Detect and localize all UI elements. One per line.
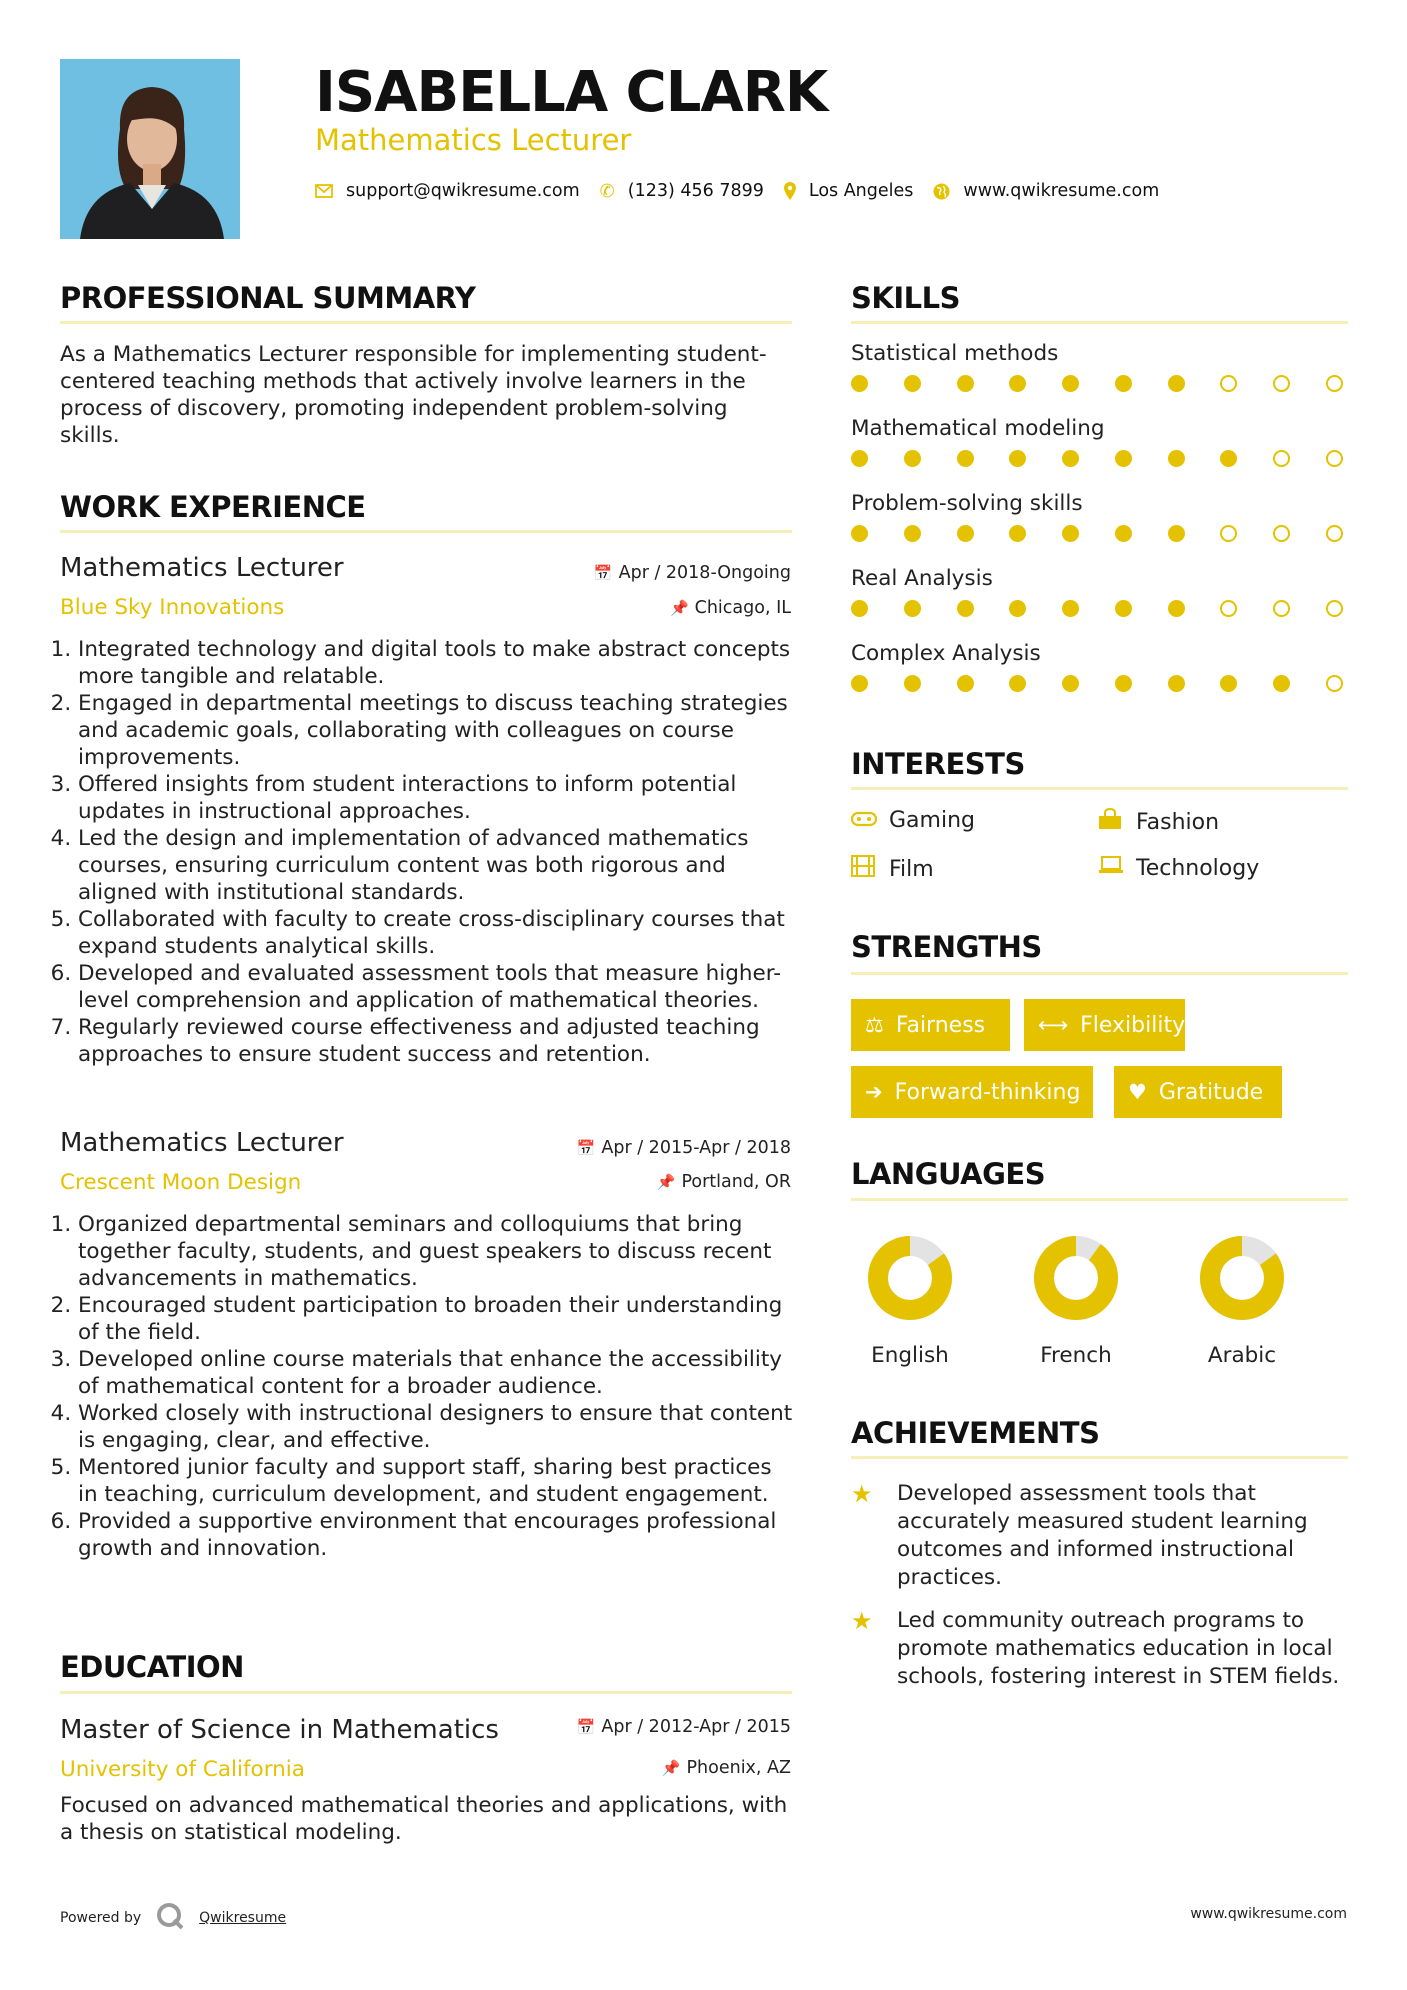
- rating-dot-filled: [1115, 375, 1132, 392]
- interest-label: Gaming: [889, 808, 975, 833]
- rating-dot-filled: [851, 450, 868, 467]
- job-dates: [594, 561, 791, 585]
- rating-dot-filled: [1168, 375, 1185, 392]
- rating-dot-filled: [1115, 450, 1132, 467]
- skill-label: Mathematical modeling: [851, 416, 1105, 441]
- list-item: 3. Developed online course materials that enhance the accessibility of mathematical content for a broader audience.: [78, 1346, 798, 1400]
- rating-dot-filled: [1009, 600, 1026, 617]
- strength-tag: [1114, 1066, 1282, 1118]
- education-heading: EDUCATION: [60, 1650, 244, 1684]
- brand-link[interactable]: Qwikresume: [199, 1910, 287, 1926]
- rating-dot-filled: [1168, 525, 1185, 542]
- rating-dot-filled: [851, 600, 868, 617]
- skill-label: Real Analysis: [851, 566, 993, 591]
- rating-dot-filled: [1062, 675, 1079, 692]
- skill-item: [851, 640, 1351, 715]
- footer-website[interactable]: www.qwikresume.com: [1190, 1906, 1347, 1922]
- language-name: English: [871, 1343, 949, 1368]
- skill-item: [851, 565, 1351, 640]
- job-location: [670, 596, 791, 620]
- interests-heading: INTERESTS: [851, 747, 1025, 781]
- education-location: [662, 1756, 791, 1780]
- strength-label: Fairness: [895, 1012, 986, 1038]
- rating-dot-filled: [904, 600, 921, 617]
- rating-dot-filled: [1168, 675, 1185, 692]
- rating-dot-filled: [1220, 450, 1237, 467]
- rating-dot-filled: [1009, 675, 1026, 692]
- skills-list: [851, 340, 1351, 715]
- experience-divider: [60, 530, 792, 533]
- list-item: 4. Led the design and implementation of advanced mathematics courses, ensuring curriculum content was both rigorous and aligned with institutional standards.: [78, 825, 798, 906]
- list-item: 2. Encouraged student participation to broaden their understanding of the field.: [78, 1292, 798, 1346]
- film-icon: [851, 855, 889, 883]
- contact-phone[interactable]: (123) 456 7899: [627, 181, 764, 201]
- pushpin-icon: 📌: [669, 599, 689, 617]
- strength-label: Flexibility: [1080, 1012, 1186, 1038]
- rating-dot-filled: [957, 600, 974, 617]
- job-company: Crescent Moon Design: [60, 1170, 302, 1195]
- list-item: 1. Integrated technology and digital tools to make abstract concepts more tangible and relatable.: [78, 636, 798, 690]
- list-item: 6. Developed and evaluated assessment tools that measure higher-level comprehension and application of mathematical theories.: [78, 960, 798, 1014]
- pushpin-icon: 📌: [656, 1173, 676, 1191]
- rating-dot-empty: [1326, 375, 1343, 392]
- contact-email[interactable]: support@qwikresume.com: [346, 181, 580, 201]
- experience-heading: WORK EXPERIENCE: [60, 490, 366, 524]
- star-icon: ★: [851, 1607, 873, 1635]
- skill-rating: [851, 600, 1343, 617]
- pushpin-icon: 📌: [661, 1759, 681, 1777]
- achievements-divider: [851, 1456, 1348, 1459]
- language-item: [850, 1230, 970, 1368]
- list-item: 2. Engaged in departmental meetings to discuss teaching strategies and academic goals, collaborating with colleagues on course improvements.: [78, 690, 798, 771]
- rating-dot-empty: [1326, 600, 1343, 617]
- phone-icon: ✆: [599, 180, 615, 202]
- skill-rating: [851, 675, 1343, 692]
- star-icon: ★: [851, 1480, 873, 1508]
- job-dates-text: Apr / 2018-Ongoing: [618, 563, 791, 583]
- rating-dot-filled: [904, 675, 921, 692]
- interest-label: Film: [889, 856, 934, 882]
- strengths-heading: STRENGTHS: [851, 930, 1042, 964]
- language-donut: [1182, 1230, 1302, 1330]
- candidate-role: Mathematics Lecturer: [315, 123, 632, 157]
- rating-dot-filled: [1062, 525, 1079, 542]
- rating-dot-empty: [1326, 675, 1343, 692]
- job-dates-text: Apr / 2015-Apr / 2018: [601, 1138, 791, 1158]
- job-title: Mathematics Lecturer: [60, 553, 344, 583]
- skill-rating: [851, 450, 1343, 467]
- list-item: 3. Offered insights from student interactions to inform potential updates in instructional approaches.: [78, 771, 798, 825]
- rating-dot-empty: [1273, 450, 1290, 467]
- rating-dot-empty: [1273, 600, 1290, 617]
- rating-dot-filled: [1009, 375, 1026, 392]
- contact-location: Los Angeles: [808, 181, 914, 201]
- language-donut: [1016, 1230, 1136, 1330]
- skills-divider: [851, 321, 1348, 324]
- rating-dot-filled: [957, 675, 974, 692]
- rating-dot-empty: [1326, 450, 1343, 467]
- skill-item: [851, 415, 1351, 490]
- rating-dot-filled: [851, 675, 868, 692]
- rating-dot-empty: [1326, 525, 1343, 542]
- language-item: [1182, 1230, 1302, 1368]
- rating-dot-filled: [1115, 675, 1132, 692]
- interest-item: [851, 808, 975, 833]
- education-dates: [577, 1715, 791, 1739]
- rating-dot-filled: [904, 525, 921, 542]
- interest-label: Fashion: [1136, 809, 1220, 835]
- achievement-item: [851, 1607, 1351, 1691]
- list-item: 6. Provided a supportive environment that encourages professional growth and innovation.: [78, 1508, 798, 1562]
- interest-item: [851, 855, 934, 883]
- heart-icon: ♥: [1128, 1080, 1147, 1104]
- job-title: Mathematics Lecturer: [60, 1128, 344, 1158]
- envelope-icon: [315, 184, 333, 198]
- achievement-text: Developed assessment tools that accurately measured student learning outcomes and informed instructional practices.: [897, 1481, 1308, 1590]
- rating-dot-filled: [1115, 600, 1132, 617]
- rating-dot-filled: [1168, 450, 1185, 467]
- rating-dot-empty: [1220, 525, 1237, 542]
- rating-dot-empty: [1273, 525, 1290, 542]
- education-description: Focused on advanced mathematical theories and applications, with a thesis on statistical modeling.: [60, 1793, 788, 1845]
- skill-rating: [851, 525, 1343, 542]
- laptop-icon: [1098, 855, 1136, 881]
- skill-rating: [851, 375, 1343, 392]
- rating-dot-filled: [1273, 675, 1290, 692]
- summary-heading: PROFESSIONAL SUMMARY: [60, 281, 476, 315]
- balance-scale-icon: ⚖: [865, 1013, 884, 1037]
- calendar-icon: 📅: [593, 564, 613, 582]
- globe-icon: [933, 183, 950, 200]
- strength-label: Gratitude: [1158, 1079, 1264, 1105]
- calendar-icon: 📅: [576, 1139, 596, 1157]
- achievement-text: Led community outreach programs to promote mathematics education in local schools, fostering interest in STEM fields.: [897, 1608, 1340, 1689]
- degree-title: Master of Science in Mathematics: [60, 1715, 499, 1745]
- rating-dot-filled: [957, 375, 974, 392]
- rating-dot-filled: [1220, 675, 1237, 692]
- rating-dot-filled: [957, 450, 974, 467]
- language-donut: [850, 1230, 970, 1330]
- rating-dot-empty: [1273, 375, 1290, 392]
- rating-dot-filled: [1009, 450, 1026, 467]
- rating-dot-filled: [851, 525, 868, 542]
- rating-dot-filled: [1062, 450, 1079, 467]
- rating-dot-filled: [1062, 375, 1079, 392]
- language-item: [1016, 1230, 1136, 1368]
- education-divider: [60, 1691, 792, 1694]
- job-location-text: Portland, OR: [681, 1172, 791, 1192]
- languages-divider: [851, 1198, 1348, 1201]
- profile-photo: [60, 59, 240, 239]
- skill-label: Statistical methods: [851, 341, 1059, 366]
- achievement-item: [851, 1480, 1351, 1592]
- rating-dot-filled: [1009, 525, 1026, 542]
- job-location: [657, 1170, 791, 1194]
- interest-item: [1098, 808, 1219, 836]
- skills-container: [851, 340, 1351, 715]
- languages-heading: LANGUAGES: [851, 1157, 1046, 1191]
- footer-powered: [60, 1901, 286, 1935]
- language-name: Arabic: [1207, 1343, 1277, 1368]
- arrows-horizontal-icon: ⟷: [1038, 1013, 1069, 1037]
- rating-dot-filled: [957, 525, 974, 542]
- school-name: University of California: [60, 1757, 305, 1782]
- person-portrait: [60, 59, 240, 239]
- languages-list: [850, 1230, 1277, 1370]
- strength-tag: [851, 999, 1010, 1051]
- job-duties: [58, 636, 798, 1068]
- arrow-right-icon: ➔: [865, 1080, 883, 1104]
- skill-item: [851, 490, 1351, 565]
- language-name: French: [1040, 1343, 1112, 1368]
- interest-label: Technology: [1136, 855, 1260, 881]
- skill-label: Complex Analysis: [851, 641, 1041, 666]
- rating-dot-filled: [1115, 525, 1132, 542]
- rating-dot-empty: [1220, 375, 1237, 392]
- summary-text: As a Mathematics Lecturer responsible for implementing student-centered teaching methods that actively involve learners in the process of discovery, promoting independent problem-solving skills.: [60, 342, 767, 448]
- interest-item: [1098, 855, 1259, 881]
- job-duties: [58, 1211, 798, 1562]
- skills-heading: SKILLS: [851, 281, 960, 315]
- list-item: 7. Regularly reviewed course effectiveness and adjusted teaching approaches to ensure student success and retention.: [78, 1014, 798, 1068]
- rating-dot-filled: [851, 375, 868, 392]
- job-company: Blue Sky Innovations: [60, 595, 285, 620]
- achievements-heading: ACHIEVEMENTS: [851, 1416, 1100, 1450]
- rating-dot-filled: [904, 450, 921, 467]
- rating-dot-filled: [1062, 600, 1079, 617]
- job-location-text: Chicago, IL: [694, 598, 791, 618]
- powered-by-label: Powered by: [60, 1910, 142, 1926]
- job-dates: [577, 1136, 791, 1160]
- contact-website[interactable]: www.qwikresume.com: [963, 181, 1160, 201]
- summary-divider: [60, 321, 792, 324]
- shopping-bag-icon: [1098, 808, 1136, 836]
- list-item: 1. Organized departmental seminars and colloquiums that bring together faculty, students, and guest speakers to discuss recent advancements in mathematics.: [78, 1211, 798, 1292]
- strength-tag: [851, 1066, 1093, 1118]
- strengths-divider: [851, 972, 1348, 975]
- rating-dot-empty: [1220, 600, 1237, 617]
- contact-bar: [315, 178, 1179, 204]
- map-marker-icon: [784, 182, 796, 200]
- rating-dot-filled: [1168, 600, 1185, 617]
- skill-label: Problem-solving skills: [851, 491, 1083, 516]
- candidate-name: ISABELLA CLARK: [315, 60, 828, 125]
- strength-label: Forward-thinking: [894, 1079, 1081, 1105]
- education-location-text: Phoenix, AZ: [686, 1758, 791, 1778]
- strength-tag: [1024, 999, 1185, 1051]
- gamepad-icon: [851, 808, 889, 833]
- education-dates-text: Apr / 2012-Apr / 2015: [601, 1717, 791, 1737]
- calendar-icon: 📅: [576, 1718, 596, 1736]
- skill-item: [851, 340, 1351, 415]
- list-item: 5. Mentored junior faculty and support staff, sharing best practices in teaching, curriculum development, and student engagement.: [78, 1454, 798, 1508]
- qwikresume-logo-icon: [155, 1901, 185, 1935]
- list-item: 5. Collaborated with faculty to create cross-disciplinary courses that expand students analytical skills.: [78, 906, 798, 960]
- interests-divider: [851, 787, 1348, 790]
- rating-dot-filled: [904, 375, 921, 392]
- list-item: 4. Worked closely with instructional designers to ensure that content is engaging, clear, and effective.: [78, 1400, 798, 1454]
